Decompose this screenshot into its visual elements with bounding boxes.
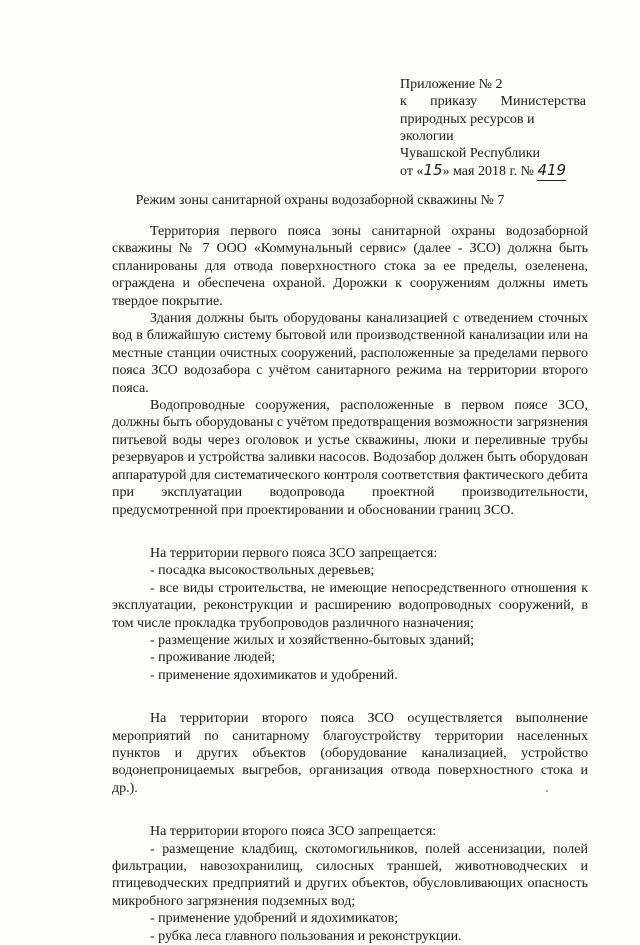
- zone1-prohibited-heading: На территории первого пояса ЗСО запрещается:: [150, 545, 438, 561]
- date-suffix: » мая 2018 г. №: [442, 164, 534, 180]
- list-item: - все виды строительства, не имеющие непосредственного отношения к эксплуатации, реконструкции и расширению водопроводных сооружений, в том числе прокладка трубопроводов различного назначения;: [112, 580, 588, 631]
- order-number-handwritten: 419: [537, 161, 567, 180]
- list-item: - проживание людей;: [150, 650, 276, 666]
- paragraph-water-facilities: Водопроводные сооружения, расположенные в первом поясе ЗСО, должны быть оборудованы с учётом предотвращения возможности загрязнения питьевой воды через оголовок и устье скважины, люки и переливные трубы резервуаров и устройства заливки насосов. Водозабор должен быть оборудован аппаратурой для систематического контроля соответствия фактического дебита при эксплуатации водопровода проектной производительности, предусмотренной при проектировании и обосновании границ ЗСО.: [112, 398, 588, 518]
- document-title: Режим зоны санитарной охраны водозаборной скважины № 7: [135, 193, 505, 208]
- order-reference-line: [400, 93, 586, 110]
- order-date-line: [400, 162, 586, 180]
- order-ref-ministry: Министерства: [500, 94, 586, 110]
- scan-speck: [546, 790, 548, 792]
- order-ref-word: приказу: [430, 94, 478, 110]
- zone2-prohibited-heading: На территории второго пояса ЗСО запрещается:: [150, 824, 437, 840]
- paragraph-territory: Территория первого пояса зоны санитарной охраны водозаборной скважины № 7 ООО «Коммунальный сервис» (далее - ЗСО) должна быть спланированы для отвода поверхностного стока за ее пределы, озеленена, ограждена и обеспечена охраной. Дорожки к сооружениям должны иметь твердое покрытие.: [112, 224, 588, 309]
- date-day-handwritten: 15: [423, 161, 443, 180]
- order-ref-prep: к: [400, 94, 407, 110]
- list-item: - размещение кладбищ, скотомогильников, полей ассенизации, полей фильтрации, навозохранилищ, силосных траншей, животноводческих и птицеводческих предприятий и других объектов, обусловливающих опасность микробного загрязнения подземных вод;: [112, 841, 588, 909]
- list-item: - размещение жилых и хозяйственно-бытовых зданий;: [150, 632, 475, 648]
- republic-name: Чувашской Республики: [400, 146, 541, 162]
- ministry-name: природных ресурсов и экологии: [400, 111, 535, 144]
- list-item: - посадка высокоствольных деревьев;: [150, 563, 375, 579]
- list-item: - рубка леса главного пользования и реконструкции.: [150, 928, 462, 944]
- date-prefix: от «: [400, 164, 424, 180]
- appendix-number: Приложение № 2: [400, 77, 503, 92]
- zone2-measures-paragraph: На территории второго пояса ЗСО осуществляется выполнение мероприятий по санитарному благоустройству территории населенных пунктов и других объектов (оборудование канализацией, устройство водонепроницаемых выгребов, организация отвода поверхностного стока и др.).: [112, 711, 588, 796]
- list-item: - применение ядохимикатов и удобрений.: [150, 667, 398, 683]
- document-body: [112, 223, 588, 945]
- list-item: - применение удобрений и ядохимикатов;: [150, 911, 399, 927]
- paragraph-buildings: Здания должны быть оборудованы канализацией с отведением сточных вод в ближайшую систему бытовой или производственной канализации или на местные станции очистных сооружений, расположенные за пределами первого пояса ЗСО водозабора с учётом санитарного режима на территории второго пояса.: [112, 311, 588, 396]
- appendix-header: [400, 76, 586, 181]
